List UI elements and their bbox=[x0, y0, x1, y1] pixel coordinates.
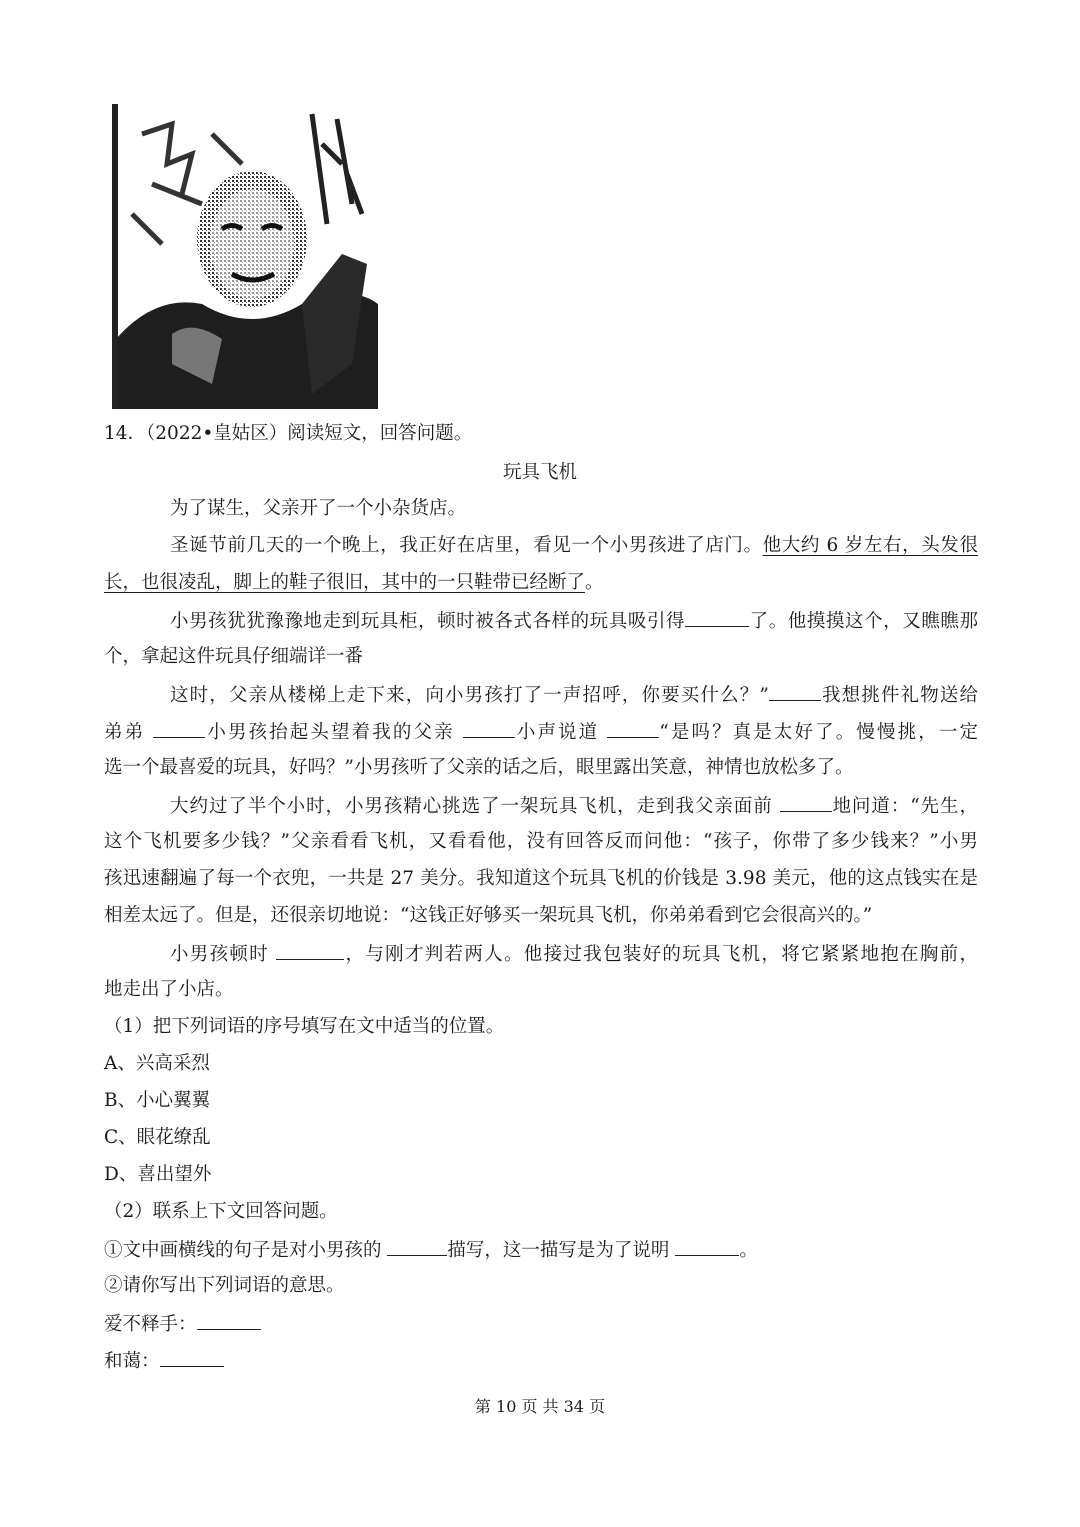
page-number: 第 10 页 共 34 页 bbox=[474, 1397, 606, 1416]
paragraph-3-line-1: 小男孩犹犹豫豫地走到玩具柜，顿时被各式各样的玩具吸引得 了。他摸摸这个，又瞧瞧那 bbox=[170, 608, 978, 634]
blank bbox=[276, 941, 344, 960]
paragraph-2-line-1: 圣诞节前几天的一个晚上，我正好在店里，看见一个小男孩进了店门。他大约 6 岁左右，头发很 bbox=[170, 535, 978, 556]
option-c: C、眼花缭乱 bbox=[104, 1127, 211, 1148]
blank bbox=[197, 1311, 261, 1330]
blank bbox=[153, 719, 205, 738]
word-1: 爱不释手： bbox=[104, 1311, 261, 1337]
blank bbox=[769, 682, 821, 701]
portrait-photo bbox=[112, 104, 378, 409]
question-header: 14．（2022•皇姑区）阅读短文，回答问题。 bbox=[104, 423, 473, 444]
paragraph-5-line-1: 大约过了半个小时，小男孩精心挑选了一架玩具飞机，走到我父亲面前 地问道：“先生， bbox=[170, 793, 978, 819]
blank bbox=[685, 608, 749, 627]
passage-title: 玩具飞机 bbox=[502, 462, 577, 483]
paragraph-4-line-2: 弟弟 小男孩抬起头望着我的父亲 小声说道 “是吗？真是太好了。慢慢挑，一定 bbox=[104, 719, 978, 745]
option-a: A、兴高采烈 bbox=[104, 1053, 210, 1074]
paragraph-2-line-2: 长，也很凌乱，脚上的鞋子很旧，其中的一只鞋带已经断了。 bbox=[104, 572, 604, 593]
question-2-1: ①文中画横线的句子是对小男孩的 描写，这一描写是为了说明 。 bbox=[104, 1237, 758, 1263]
blank bbox=[780, 793, 832, 812]
paragraph-5-line-3: 孩迅速翻遍了每一个衣兜，一共是 27 美分。我知道这个玩具飞机的价钱是 3.98 美元，他的这点钱实在是 bbox=[104, 868, 978, 889]
paragraph-5-line-2: 这个飞机要多少钱？”父亲看看飞机，又看看他，没有回答反而问他：“孩子，你带了多少钱来？”小男 bbox=[104, 831, 978, 852]
blank bbox=[160, 1348, 224, 1367]
word-2: 和蔼： bbox=[104, 1348, 224, 1374]
sub-question-1: （1）把下列词语的序号填写在文中适当的位置。 bbox=[104, 1016, 505, 1037]
sub-question-2: （2）联系上下文回答问题。 bbox=[104, 1201, 338, 1222]
blank bbox=[675, 1237, 739, 1256]
paragraph-1: 为了谋生，父亲开了一个小杂货店。 bbox=[170, 498, 467, 519]
question-2-2: ②请你写出下列词语的意思。 bbox=[104, 1275, 345, 1296]
option-d: D、喜出望外 bbox=[104, 1164, 212, 1185]
paragraph-4-line-1: 这时，父亲从楼梯上走下来，向小男孩打了一声招呼，你要买什么？” 我想挑件礼物送给 bbox=[170, 682, 978, 708]
blank bbox=[607, 719, 659, 738]
underlined-sentence: 他大约 6 岁左右，头发很 bbox=[762, 535, 978, 556]
paragraph-6-line-1: 小男孩顿时 ，与刚才判若两人。他接过我包装好的玩具飞机，将它紧紧地抱在胸前， bbox=[170, 941, 978, 967]
option-b: B、小心翼翼 bbox=[104, 1090, 211, 1111]
paragraph-4-line-3: 选一个最喜爱的玩具，好吗？”小男孩听了父亲的话之后，眼里露出笑意，神情也放松多了。 bbox=[104, 757, 854, 778]
paragraph-5-line-4: 相差太远了。但是，还很亲切地说：“这钱正好够买一架玩具飞机，你弟弟看到它会很高兴的。” bbox=[104, 905, 873, 926]
paragraph-6-line-2: 地走出了小店。 bbox=[104, 979, 234, 1000]
blank bbox=[387, 1237, 447, 1256]
blank bbox=[463, 719, 515, 738]
paragraph-3-line-2: 个，拿起这件玩具仔细端详一番 bbox=[104, 646, 364, 667]
